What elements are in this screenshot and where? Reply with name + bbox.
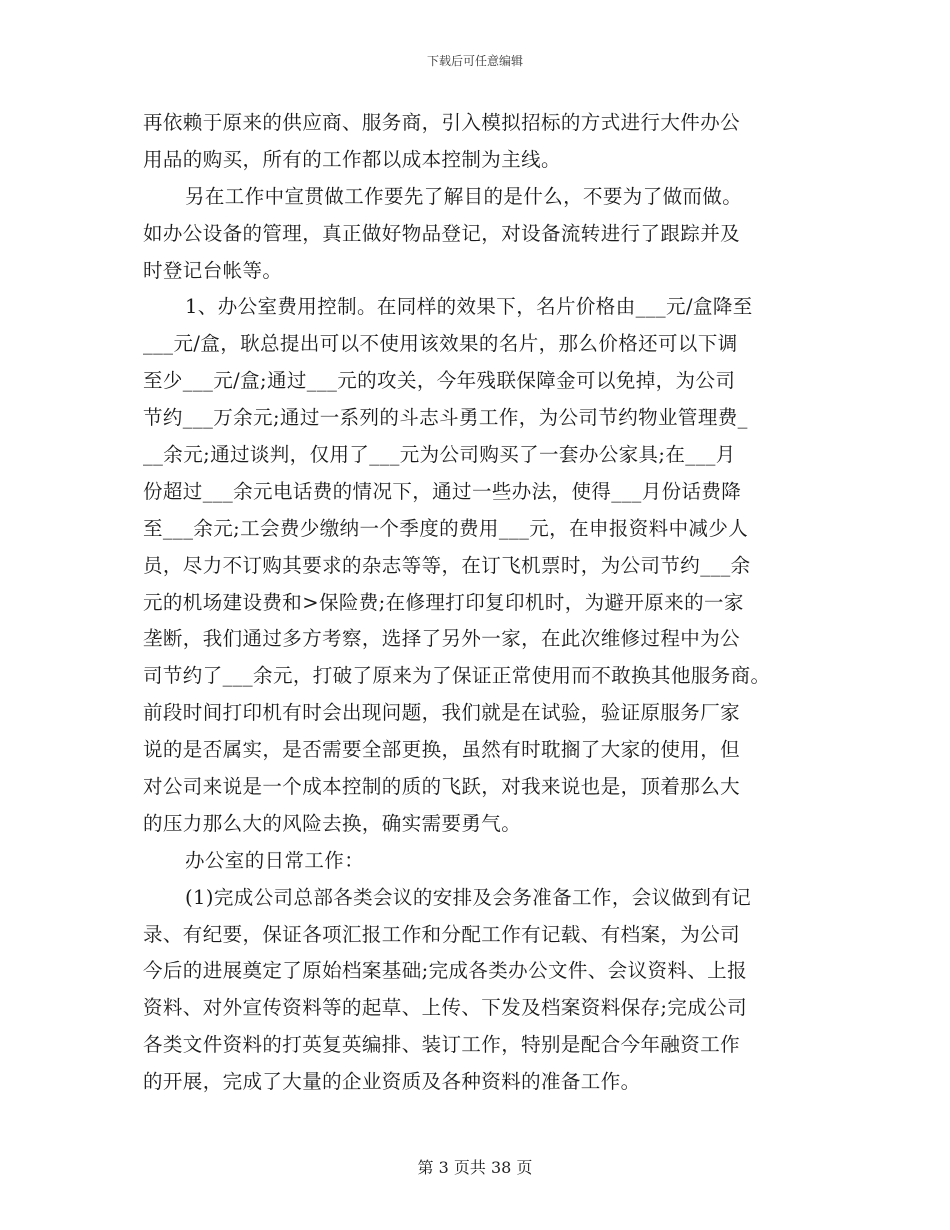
paragraph-start-line: 另在工作中宣贯做工作要先了解目的是什么，不要为了做而做。 — [185, 184, 743, 208]
body-line: 录、有纪要，保证各项汇报工作和分配工作有记载、有档案，为公司 — [143, 922, 741, 946]
body-line: 时登记台帐等。 — [143, 258, 283, 282]
body-line: 的压力那么大的风险去换，确实需要勇气。 — [143, 811, 522, 835]
body-line: 垄断，我们通过多方考察，选择了另外一家，在此次维修过程中为公 — [143, 627, 741, 651]
body-line: 再依赖于原来的供应商、服务商，引入模拟招标的方式进行大件办公 — [143, 111, 741, 134]
body-line: ___元/盒，耿总提出可以不使用该效果的名片，那么价格还可以下调 — [143, 332, 738, 356]
page-header: 下载后可任意编辑 — [426, 54, 523, 68]
body-line: 司节约了___余元，打破了原来为了保证正常使用而不敢换其他服务商。 — [143, 664, 771, 688]
body-line: 资料、对外宣传资料等的起草、上传、下发及档案资料保存;完成公司 — [143, 996, 747, 1020]
body-line: 前段时间打印机有时会出现问题，我们就是在试验，验证原服务厂家 — [143, 701, 741, 725]
document-body — [143, 105, 823, 1101]
body-line: 各类文件资料的打英复英编排、装订工作，特别是配合今年融资工作 — [143, 1033, 741, 1057]
body-line: 员，尽力不订购其要求的杂志等等，在订飞机票时，为公司节约___余 — [143, 553, 751, 577]
body-line: 用品的购买，所有的工作都以成本控制为主线。 — [143, 147, 561, 171]
body-line: 节约___万余元;通过一系列的斗志斗勇工作，为公司节约物业管理费_ — [143, 406, 748, 430]
body-line: 至少___元/盒;通过___元的攻关，今年残联保障金可以免掉，为公司 — [143, 369, 736, 393]
body-line: 说的是否属实，是否需要全部更换，虽然有时耽搁了大家的使用，但 — [143, 738, 741, 762]
paragraph-start-line: (1)完成公司总部各类会议的安排及会务准备工作，会议做到有记 — [185, 885, 752, 909]
body-line: 如办公设备的管理，真正做好物品登记，对设备流转进行了跟踪并及 — [143, 221, 741, 245]
page-number-footer: 第 3 页共 38 页 — [417, 1158, 533, 1177]
section-heading: 办公室的日常工作： — [185, 848, 365, 872]
body-line: 至___余元;工会费少缴纳一个季度的费用___元，在申报资料中减少人 — [143, 516, 749, 540]
body-line: 份超过___余元电话费的情况下，通过一些办法，使得___月份话费降 — [143, 479, 742, 503]
body-line: 对公司来说是一个成本控制的质的飞跃，对我来说也是，顶着那么大 — [143, 775, 741, 799]
body-line: 今后的进展奠定了原始档案基础;完成各类办公文件、会议资料、上报 — [143, 959, 747, 983]
paragraph-start-line: 1、办公室费用控制。在同样的效果下，名片价格由___元/盒降至 — [185, 295, 753, 319]
body-line: __余元;通过谈判，仅用了___元为公司购买了一套办公家具;在___月 — [143, 443, 736, 467]
body-line: 元的机场建设费和>保险费;在修理打印复印机时，为避开原来的一家 — [143, 590, 744, 614]
body-line: 的开展，完成了大量的企业资质及各种资料的准备工作。 — [143, 1070, 641, 1094]
